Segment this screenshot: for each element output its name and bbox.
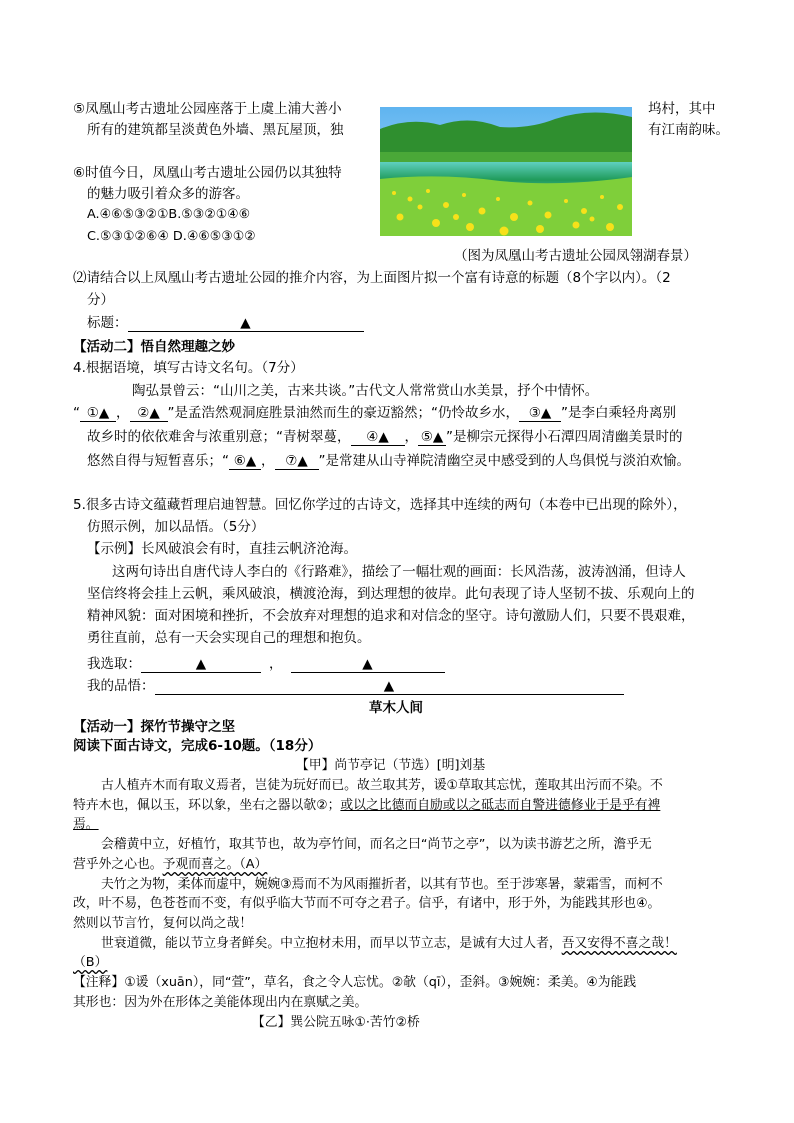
text-a-line bbox=[73, 797, 660, 815]
example-line: 【示例】长风破浪会有时，直挂云帆济沧海。 bbox=[87, 541, 357, 557]
poem-text: ”是孟浩然观洞庭胜景油然而生的豪迈豁然；“仍怜故乡水， bbox=[167, 405, 519, 421]
annotation-line: 【注释】①谖（xuān），同“萱”，草名，食之令人忘忧。②欹（qī），歪斜。③婉婉：柔美。④为能践 bbox=[73, 975, 637, 990]
choices-c-d: C.⑤③①②⑥④ D.④⑥⑤③①② bbox=[87, 229, 256, 244]
poem-text: ”是常建从山寺禅院清幽空灵中感受到的人鸟俱悦与淡泊欢愉。 bbox=[318, 453, 690, 469]
lake-landscape-image bbox=[380, 107, 632, 236]
selection-row bbox=[87, 655, 445, 673]
title-label: 标题： bbox=[87, 315, 128, 331]
annotation-line: 其形也：因为外在形体之美能体现出内在禀赋之美。 bbox=[73, 995, 368, 1010]
insight-row bbox=[87, 677, 624, 695]
text-a-line bbox=[73, 816, 99, 834]
blank-3[interactable]: ③▲ bbox=[519, 405, 561, 422]
quote-mark: “ bbox=[73, 405, 80, 421]
option-6-text-line2: 的魅力吸引着众多的游客。 bbox=[87, 186, 249, 202]
text-a-title: 【甲】尚节亭记（节选）[明]刘基 bbox=[296, 758, 486, 773]
option-5-text-line2-cont: 有江南韵味。 bbox=[648, 122, 729, 138]
wavy-sentence-a: 予观而喜之。（A） bbox=[162, 857, 268, 872]
image-caption: （图为凤凰山考古遗址公园凤翎湖春景） bbox=[454, 248, 697, 264]
question-5: 5.很多古诗文蕴藏哲理启迪智慧。回忆你学过的古诗文，选择其中连续的两句（本卷中已出现的除外）， bbox=[73, 497, 687, 513]
comma: ， bbox=[404, 429, 418, 445]
question-2: ⑵请结合以上凤凰山考古遗址公园的推介内容，为上面图片拟一个富有诗意的标题（8个字以内）。（2 bbox=[73, 270, 671, 286]
option-5-text-cont: 坞村，其中 bbox=[648, 101, 716, 117]
poem-text: ”是李白乘轻舟离别 bbox=[561, 405, 676, 421]
text-a-line: 然则以节言竹，复何以尚之哉！ bbox=[73, 916, 253, 931]
text-a-line: 会稽黄中立，好植竹，取其节也，故为亭竹间，而名之曰“尚节之亭”，以为读书游艺之所，澹乎无 bbox=[101, 837, 652, 852]
text-a-line bbox=[101, 935, 677, 953]
poem-line-2 bbox=[87, 428, 683, 446]
underlined-sentence: 或以之比德而自励或以之砥志而自警进德修业于是乎有裨 bbox=[340, 798, 661, 813]
example-paragraph-4: 勇往直前，总有一天会实现自己的理想和抱负。 bbox=[87, 630, 371, 646]
poem-text: 悠然自得与短暂喜乐；“ bbox=[87, 453, 229, 469]
example-paragraph-2: 坚信终将会挂上云帆，乘风破浪，横渡沧海，到达理想的彼岸。此句表现了诗人坚韧不拔、乐观向上的 bbox=[87, 586, 695, 602]
selection-blank-2[interactable]: ▲ bbox=[291, 656, 445, 673]
poem-text: 故乡时的依依难舍与浓重别意；“青树翠蔓， bbox=[87, 429, 351, 445]
poem-line-3 bbox=[87, 452, 690, 470]
blank-2[interactable]: ②▲ bbox=[130, 405, 168, 422]
blank-4[interactable]: ④▲ bbox=[351, 429, 405, 446]
option-6-text: ⑥时值今日，凤凰山考古遗址公园仍以其独特 bbox=[73, 165, 342, 181]
text-a-line bbox=[73, 856, 267, 874]
blank-6[interactable]: ⑥▲ bbox=[229, 453, 261, 470]
insight-blank[interactable]: ▲ bbox=[155, 678, 624, 695]
question-2-cont: 分） bbox=[87, 292, 114, 308]
text-a-segment: 世衰道微，能以节立身者鲜矣。中立抱材未用，而早以节立志，是诚有大过人者， bbox=[101, 936, 562, 951]
wavy-sentence-b-label: （B） bbox=[73, 955, 108, 970]
insight-label: 我的品悟： bbox=[87, 678, 155, 694]
comma: ， bbox=[116, 405, 130, 421]
reading-instruction: 阅读下面古诗文，完成6-10题。（18分） bbox=[73, 738, 322, 754]
text-a-segment: 特卉木也，佩以玉，环以象，坐右之器以欹②； bbox=[73, 798, 341, 813]
wavy-sentence-b: 吾又安得不喜之哉！ bbox=[561, 936, 677, 951]
example-paragraph-1: 这两句诗出自唐代诗人李白的《行路难》，描绘了一幅壮观的画面：长风浩荡，波涛汹涌，但诗人 bbox=[112, 564, 686, 580]
blank-1[interactable]: ①▲ bbox=[80, 405, 116, 422]
comma: ， bbox=[269, 656, 283, 672]
poem-text: ”是柳宗元探得小石潭四周清幽美景时的 bbox=[446, 429, 683, 445]
selection-blank-1[interactable]: ▲ bbox=[141, 656, 261, 673]
option-5-text: ⑤凤凰山考古遗址公园座落于上虞上浦大善小 bbox=[73, 101, 342, 117]
text-a-segment: 营乎外之心也。 bbox=[73, 857, 163, 872]
lake-landscape-photo bbox=[380, 107, 632, 236]
poem-line-1 bbox=[73, 404, 676, 422]
question-4-intro: 陶弘景曾云：“山川之美，古来共谈。”古代文人常常赏山水美景，抒个中情怀。 bbox=[132, 383, 599, 399]
blank-7[interactable]: ⑦▲ bbox=[275, 453, 319, 470]
comma: ， bbox=[261, 453, 275, 469]
example-paragraph-3: 精神风貌：面对困境和挫折，不会放弃对理想的追求和对信念的坚守。诗句激励人们，只要不畏艰难， bbox=[87, 608, 695, 624]
choices-a-b: A.④⑥⑤③②①B.⑤③②①④⑥ bbox=[87, 207, 251, 222]
text-a-line: 改，叶不易，色苍苍而不变，有似乎临大节而不可夺之君子。信乎，有诸中，形于外，为能践其形也④。 bbox=[73, 896, 661, 911]
text-a-line: 夫竹之为物，柔体而虚中，婉婉③焉而不为风雨摧折者，以其有节也。至于涉寒暑，蒙霜雪，而柯不 bbox=[101, 877, 663, 892]
activity-1-heading: 【活动一】探竹节操守之坚 bbox=[73, 719, 235, 735]
blank-5[interactable]: ⑤▲ bbox=[418, 429, 446, 446]
title-answer-row bbox=[87, 314, 364, 332]
part-title: 草木人间 bbox=[369, 700, 423, 716]
activity-2-heading: 【活动二】悟自然理趣之妙 bbox=[73, 339, 235, 355]
text-a-line: 古人植卉木而有取义焉者，岂徒为玩好而已。故兰取其芳，谖①草取其忘忧，莲取其出污而不染。不 bbox=[101, 778, 663, 793]
question-4: 4.根据语境，填写古诗文名句。（7分） bbox=[73, 360, 304, 376]
question-5-cont: 仿照示例，加以品悟。（5分） bbox=[87, 519, 265, 535]
text-b-title: 【乙】巽公院五咏①·苦竹②桥 bbox=[252, 1015, 420, 1030]
select-label: 我选取： bbox=[87, 656, 141, 672]
title-answer-blank[interactable]: ▲ bbox=[128, 315, 364, 332]
option-5-text-line2: 所有的建筑都呈淡黄色外墙、黑瓦屋顶，独 bbox=[87, 122, 344, 138]
text-a-line bbox=[73, 954, 107, 972]
underlined-sentence-end: 焉。 bbox=[73, 817, 99, 832]
